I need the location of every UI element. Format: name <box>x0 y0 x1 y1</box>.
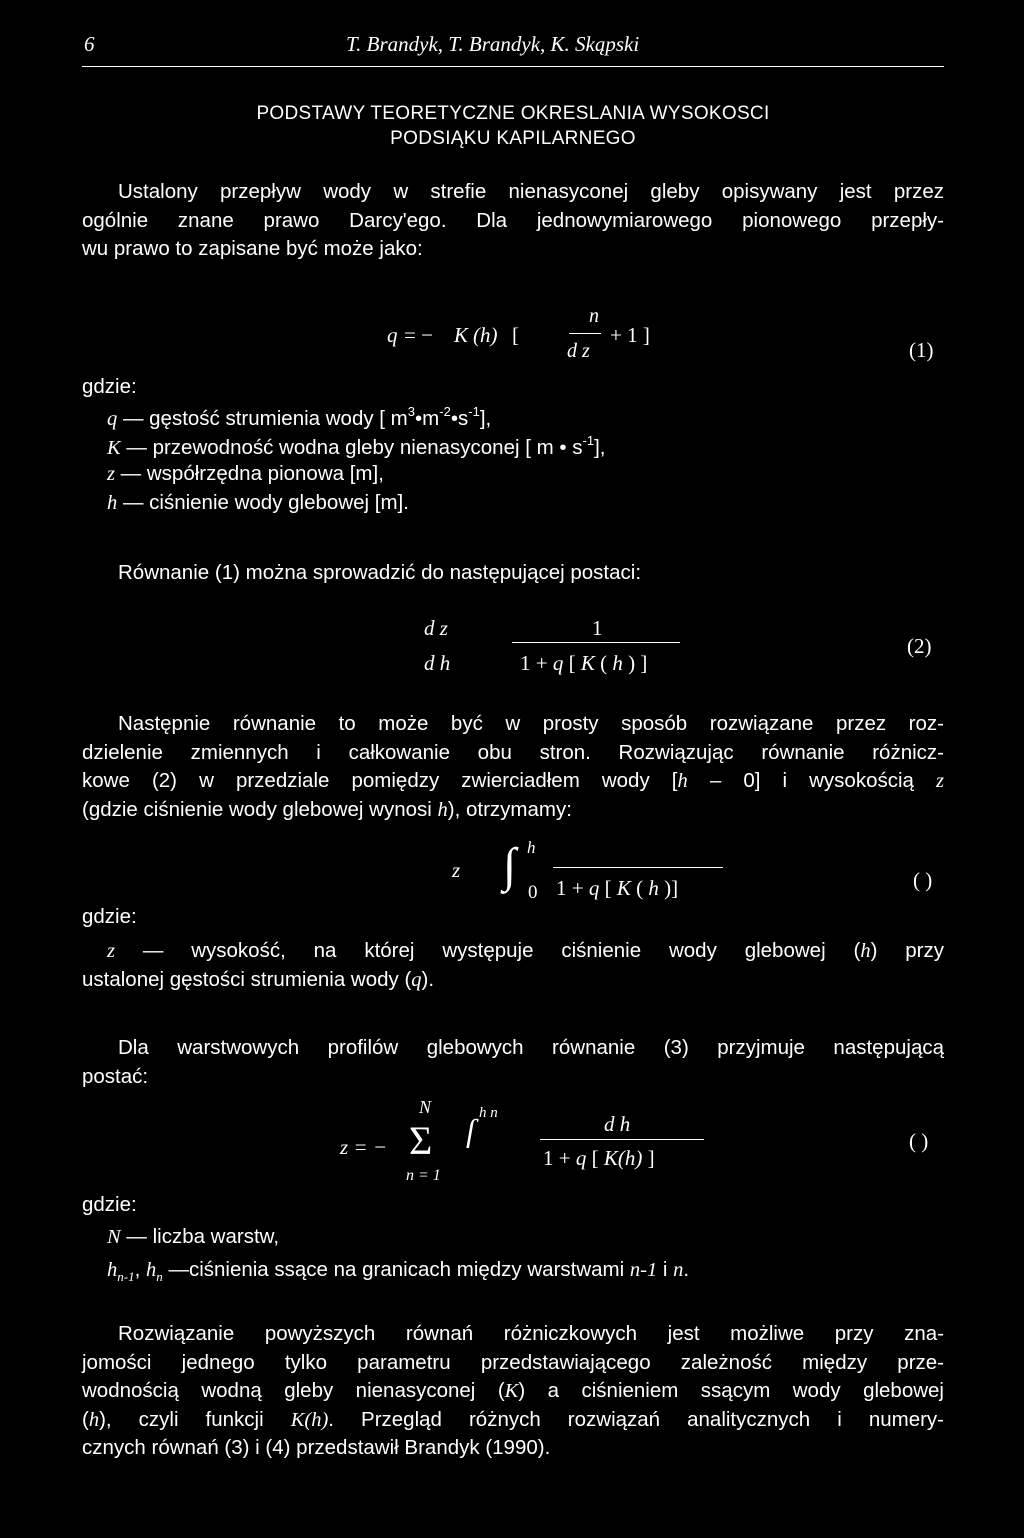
para5-line: cznych równań (3) i (4) przedstawił Brandyk (1990). <box>82 1436 551 1459</box>
para3-line <box>82 796 944 825</box>
page-number: 6 <box>84 32 95 56</box>
defs2-h: h <box>860 940 871 962</box>
eq4-denominator <box>543 1146 655 1171</box>
eq4-sum-lower: n = 1 <box>406 1167 441 1184</box>
para5-K: K <box>504 1380 519 1402</box>
eq1-q: q <box>387 323 398 347</box>
para3-line: dzielenie zmiennych i całkowanie obu stron. Rozwiązując równanie różnicz- <box>82 740 944 764</box>
intro-line: wu prawo to zapisane być może jako: <box>82 237 423 260</box>
eq4-fraction-bar <box>540 1139 704 1140</box>
eq3-den-part: 1 + <box>556 876 589 900</box>
para3-text: ), otrzymamy: <box>447 797 572 821</box>
eq2-dh: d h <box>424 651 451 675</box>
def-q-text: ], <box>479 407 492 430</box>
paragraph-3 <box>82 710 944 824</box>
eq3-den-K: K <box>616 876 631 900</box>
eq3-number: ( ) <box>913 868 933 892</box>
eq1-equals: = − <box>404 323 433 347</box>
section-title-line2: PODSIĄKU KAPILARNEGO <box>390 128 636 149</box>
def-hn-text: —ciśnienia ssące na granicach między warstwami <box>162 1258 630 1281</box>
eq3-denominator <box>556 876 678 901</box>
defs2-line <box>82 966 944 995</box>
eq4-sum-upper: N <box>419 1097 432 1117</box>
def-q <box>107 404 491 431</box>
def-hn-symbol: h <box>146 1259 157 1281</box>
eq3-den-h: h <box>648 876 659 900</box>
eq4-numerator: d h <box>604 1112 631 1136</box>
paragraph-2: Równanie (1) można sprowadzić do następującej postaci: <box>118 561 642 584</box>
def-N <box>107 1225 279 1249</box>
eq3-den-part: )] <box>658 876 679 900</box>
def-hn-sub: n <box>156 1269 163 1285</box>
eq3-den-part: ( <box>630 876 649 900</box>
def-h-text: — ciśnienie wody glebowej [m]. <box>117 491 409 514</box>
def-hn-symbol: h <box>107 1259 118 1281</box>
def-q-exp: -2 <box>439 404 451 419</box>
eq3-den-q: q <box>588 876 600 900</box>
def-hn-n: n-1 <box>629 1259 658 1281</box>
eq2-den-h: h <box>612 651 623 675</box>
def-q-text: •s <box>450 407 469 430</box>
eq4-number: ( ) <box>909 1129 929 1153</box>
defs1-label: gdzie: <box>82 375 137 398</box>
para5-text: wodnością wodną gleby nienasyconej ( <box>82 1379 505 1402</box>
eq1-denominator: d z <box>567 340 590 362</box>
def-hn-text: , <box>134 1258 146 1281</box>
eq4-den-part: [ <box>586 1146 604 1170</box>
def-K-text: ], <box>594 436 606 459</box>
para3-line: Następnie równanie to może być w prosty sposób rozwiązane przez roz- <box>118 712 944 735</box>
eq4-den-part: 1 + <box>543 1146 576 1170</box>
eq1-number: (1) <box>909 338 934 362</box>
running-header-authors: T. Brandyk, T. Brandyk, K. Skąpski <box>346 32 640 56</box>
intro-line: ogólnie znane prawo Darcy'ego. Dla jednowymiarowego pionowego przepły- <box>82 208 944 232</box>
def-z-symbol: z <box>107 463 115 485</box>
para5-line <box>82 1406 944 1435</box>
eq3-z: z <box>452 858 461 882</box>
para3-text: (gdzie ciśnienie wody glebowej wynosi <box>82 797 438 821</box>
eq2-den-part: ( <box>594 651 613 675</box>
def-hn <box>107 1258 689 1285</box>
para5-text: ( <box>82 1407 89 1431</box>
def-hn-text: . <box>683 1258 690 1281</box>
defs2-text-part: ) przy <box>870 939 945 962</box>
para5-line <box>82 1377 944 1406</box>
eq4-den-K: K <box>603 1146 618 1170</box>
eq1-open-bracket: [ <box>512 323 519 347</box>
eq1-fraction-bar <box>569 333 601 334</box>
def-z <box>107 462 384 486</box>
eq1-K: K <box>454 323 469 347</box>
eq3-den-part: [ <box>599 876 617 900</box>
eq2-den-part: [ <box>563 651 581 675</box>
para5-text: . Przegląd różnych rozwiązań analitycznych i numery- <box>328 1407 944 1431</box>
eq1-arg: (h) <box>473 323 498 347</box>
para3-text: kowe (2) w przedziale pomiędzy zwierciadłem wody [ <box>82 769 678 792</box>
eq2-den-q: q <box>552 651 564 675</box>
sigma-sign: Σ <box>409 1118 433 1163</box>
section-title-line1: PODSTAWY TEORETYCZNE OKRESLANIA WYSOKOSCI <box>256 103 770 124</box>
def-K-symbol: K <box>107 437 121 459</box>
eq4-int-upper: h n <box>479 1105 498 1121</box>
eq2-den-part: 1 + <box>520 651 553 675</box>
eq2-number: (2) <box>907 634 932 658</box>
intro-line: Ustalony przepływ wody w strefie nienasyconej gleby opisywany jest przez <box>118 180 944 203</box>
def-z-text: — współrzędna pionowa [m], <box>114 462 384 485</box>
eq1-close: + 1 ] <box>610 323 650 347</box>
para5-line: Rozwiązanie powyższych równań różniczkowych jest możliwe przy zna- <box>118 1322 944 1345</box>
integral-sign: ∫ <box>503 839 517 892</box>
eq2-den-K: K <box>580 651 595 675</box>
def-q-exp: -1 <box>468 404 480 419</box>
defs2-q: q <box>411 968 422 991</box>
eq4-den-part: ] <box>642 1146 655 1170</box>
para5-text: ) a ciśnieniem ssącym wody glebowej <box>518 1379 944 1402</box>
eq4-integral-sign: ſ <box>466 1112 475 1148</box>
eq2-den-part: ) ] <box>622 651 648 675</box>
para4-line: postać: <box>82 1064 149 1088</box>
def-hn-n: n <box>673 1259 684 1281</box>
def-N-symbol: N <box>107 1226 121 1248</box>
eq1-numerator: n <box>589 305 599 327</box>
para5-line: jomości jednego tylko parametru przedstawiającego zależność między prze- <box>82 1350 944 1374</box>
eq2-fraction-bar <box>512 642 680 643</box>
def-K-exp: -1 <box>582 433 595 448</box>
paragraph-5 <box>82 1320 944 1463</box>
defs2-text-part: ustalonej gęstości strumienia wody ( <box>82 967 412 991</box>
def-q-exp: 3 <box>407 404 415 419</box>
para3-z: z <box>936 770 945 792</box>
para5-h: h <box>88 1408 100 1431</box>
eq4-lhs: z = − <box>340 1135 388 1159</box>
defs2-line <box>82 937 944 966</box>
def-h-symbol: h <box>107 492 118 514</box>
defs2-label: gdzie: <box>82 905 137 928</box>
defs2-text-part: — wysokość, na której występuje ciśnienie wody glebowej ( <box>114 939 861 962</box>
defs2-z-symbol: z <box>107 940 115 962</box>
eq3-upper-limit: h <box>527 838 536 857</box>
defs3-label: gdzie: <box>82 1193 137 1216</box>
eq2-denominator <box>520 651 647 676</box>
paragraph-4 <box>82 1034 944 1091</box>
para3-h: h <box>437 798 448 821</box>
defs2-text-part: ). <box>421 967 435 991</box>
eq3-lower-limit: 0 <box>528 882 538 903</box>
eq2-numerator: 1 <box>592 616 603 640</box>
def-q-text: •m <box>415 407 440 430</box>
eq4-den-arg: (h) <box>617 1146 643 1170</box>
para3-h: h <box>677 770 688 792</box>
eq4-den-q: q <box>575 1146 587 1170</box>
header-rule <box>82 66 944 67</box>
def-hn-sub: n-1 <box>117 1269 135 1285</box>
def-N-text: — liczba warstw, <box>120 1225 280 1248</box>
eq2-dz: d z <box>424 616 448 640</box>
def-q-text: — gęstość strumienia wody [ m <box>117 407 408 430</box>
defs2-text <box>82 937 944 994</box>
def-hn-text: i <box>657 1258 674 1281</box>
eq3-fraction-bar <box>553 867 723 868</box>
def-h <box>107 491 409 515</box>
para5-Kh: K(h) <box>290 1408 329 1431</box>
para4-line: Dla warstwowych profilów glebowych równanie (3) przyjmuje następującą <box>118 1036 944 1059</box>
para3-line <box>82 767 944 796</box>
para3-text: – 0] i wysokością <box>687 769 937 792</box>
intro-paragraph <box>82 178 944 264</box>
def-q-symbol: q <box>107 408 118 430</box>
def-K <box>107 433 606 460</box>
para5-text: ), czyli funkcji <box>99 1407 291 1431</box>
def-K-text: — przewodność wodna gleby nienasyconej [ m • s <box>120 436 583 459</box>
